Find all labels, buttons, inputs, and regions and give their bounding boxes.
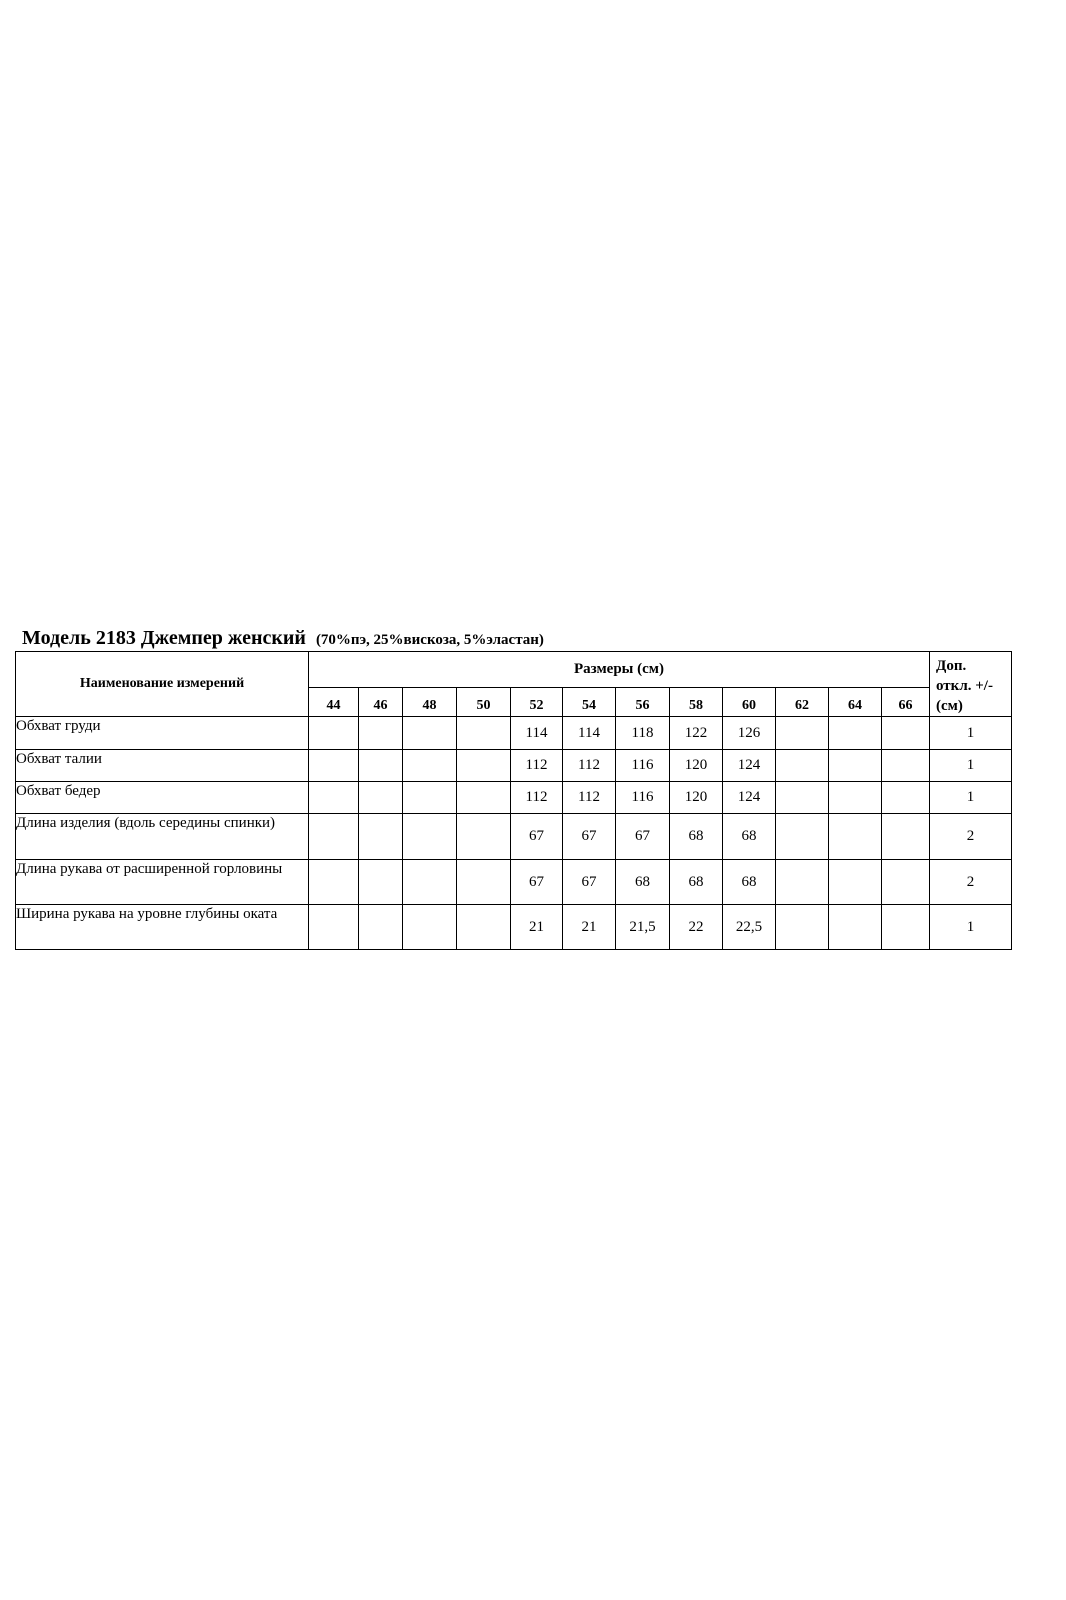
measurement-value <box>457 750 511 782</box>
size-label: 52 <box>511 687 563 716</box>
measurement-value: 21 <box>511 905 563 950</box>
size-label: 66 <box>882 687 930 716</box>
measurement-value <box>882 860 930 905</box>
measurement-value: 114 <box>563 717 616 750</box>
size-label: 50 <box>457 687 511 716</box>
measurement-value: 68 <box>723 860 776 905</box>
measurement-value <box>403 782 457 814</box>
size-label: 48 <box>403 687 457 716</box>
size-label: 58 <box>670 687 723 716</box>
measurement-value <box>882 717 930 750</box>
size-label: 56 <box>616 687 670 716</box>
tolerance-value: 2 <box>930 814 1012 860</box>
measurement-value <box>359 860 403 905</box>
measurement-value <box>829 750 882 782</box>
size-chart-table <box>15 651 1012 950</box>
measurement-value: 21 <box>563 905 616 950</box>
measurement-value <box>403 750 457 782</box>
measurement-value <box>776 717 829 750</box>
tolerance-header-line: Доп. <box>936 658 967 674</box>
measurement-value <box>776 905 829 950</box>
measurement-value <box>309 717 359 750</box>
measurement-value: 22,5 <box>723 905 776 950</box>
measurement-value: 126 <box>723 717 776 750</box>
measurement-value: 67 <box>511 860 563 905</box>
measurement-value: 124 <box>723 750 776 782</box>
size-label: 46 <box>359 687 403 716</box>
measurement-value: 118 <box>616 717 670 750</box>
measurement-value: 122 <box>670 717 723 750</box>
measurement-value <box>359 717 403 750</box>
measurement-value <box>457 717 511 750</box>
measurement-value <box>776 750 829 782</box>
measurement-value <box>457 905 511 950</box>
measurement-value: 112 <box>563 750 616 782</box>
measurement-value: 116 <box>616 782 670 814</box>
measurement-value <box>359 750 403 782</box>
composition-note: (70%пэ, 25%вискоза, 5%эластан) <box>315 632 544 648</box>
tolerance-header-line: откл. +/- <box>936 678 993 694</box>
measurement-value <box>309 782 359 814</box>
measurement-name-header: Наименование измерений <box>16 652 309 717</box>
table-body <box>16 717 1012 950</box>
measurement-value: 67 <box>616 814 670 860</box>
measurement-value: 68 <box>723 814 776 860</box>
measurement-value <box>359 814 403 860</box>
measurement-value: 116 <box>616 750 670 782</box>
header-row-top <box>16 652 1012 688</box>
measurement-value: 22 <box>670 905 723 950</box>
measurement-name: Обхват бедер <box>16 782 309 814</box>
measurement-value: 112 <box>563 782 616 814</box>
measurement-value <box>309 814 359 860</box>
measurement-value: 114 <box>511 717 563 750</box>
measurement-value <box>829 860 882 905</box>
tolerance-value: 1 <box>930 717 1012 750</box>
measurement-value <box>457 814 511 860</box>
measurement-value: 68 <box>670 860 723 905</box>
size-label: 44 <box>309 687 359 716</box>
table-row <box>16 814 1012 860</box>
measurement-value <box>882 814 930 860</box>
measurement-value: 68 <box>616 860 670 905</box>
table-row <box>16 750 1012 782</box>
table-row <box>16 782 1012 814</box>
measurement-value <box>457 782 511 814</box>
measurement-value: 68 <box>670 814 723 860</box>
tolerance-value: 1 <box>930 782 1012 814</box>
measurement-value: 120 <box>670 782 723 814</box>
model-title: Модель 2183 Джемпер женский <box>22 627 306 649</box>
measurement-value <box>403 717 457 750</box>
measurement-value: 67 <box>563 860 616 905</box>
measurement-name: Обхват груди <box>16 717 309 750</box>
measurement-value: 124 <box>723 782 776 814</box>
measurement-value <box>309 750 359 782</box>
measurement-value <box>403 905 457 950</box>
tolerance-header-line: (см) <box>936 698 963 714</box>
size-label: 60 <box>723 687 776 716</box>
measurement-value <box>776 782 829 814</box>
measurement-value <box>403 814 457 860</box>
measurement-value <box>829 717 882 750</box>
document-title <box>22 627 544 650</box>
tolerance-value: 1 <box>930 750 1012 782</box>
measurement-value <box>359 905 403 950</box>
table-row <box>16 905 1012 950</box>
measurement-value <box>882 782 930 814</box>
measurement-value <box>776 814 829 860</box>
measurement-value <box>882 750 930 782</box>
measurement-value <box>829 905 882 950</box>
tolerance-header <box>930 652 1012 717</box>
measurement-name: Длина изделия (вдоль середины спинки) <box>16 814 309 860</box>
measurement-value <box>457 860 511 905</box>
measurement-value <box>882 905 930 950</box>
table-row <box>16 860 1012 905</box>
measurement-value <box>359 782 403 814</box>
measurement-value <box>309 905 359 950</box>
measurement-value: 67 <box>563 814 616 860</box>
measurement-value: 21,5 <box>616 905 670 950</box>
size-label: 62 <box>776 687 829 716</box>
measurement-value <box>403 860 457 905</box>
tolerance-value: 1 <box>930 905 1012 950</box>
measurement-value <box>829 814 882 860</box>
measurement-value <box>309 860 359 905</box>
measurement-name: Ширина рукава на уровне глубины оката <box>16 905 309 950</box>
measurement-value: 112 <box>511 750 563 782</box>
measurement-name: Длина рукава от расширенной горловины <box>16 860 309 905</box>
tolerance-value: 2 <box>930 860 1012 905</box>
sizes-header: Размеры (см) <box>309 652 930 688</box>
measurement-value <box>776 860 829 905</box>
size-label: 64 <box>829 687 882 716</box>
measurement-value: 67 <box>511 814 563 860</box>
measurement-value: 120 <box>670 750 723 782</box>
size-label: 54 <box>563 687 616 716</box>
table-row <box>16 717 1012 750</box>
measurement-name: Обхват талии <box>16 750 309 782</box>
measurement-value <box>829 782 882 814</box>
measurement-value: 112 <box>511 782 563 814</box>
